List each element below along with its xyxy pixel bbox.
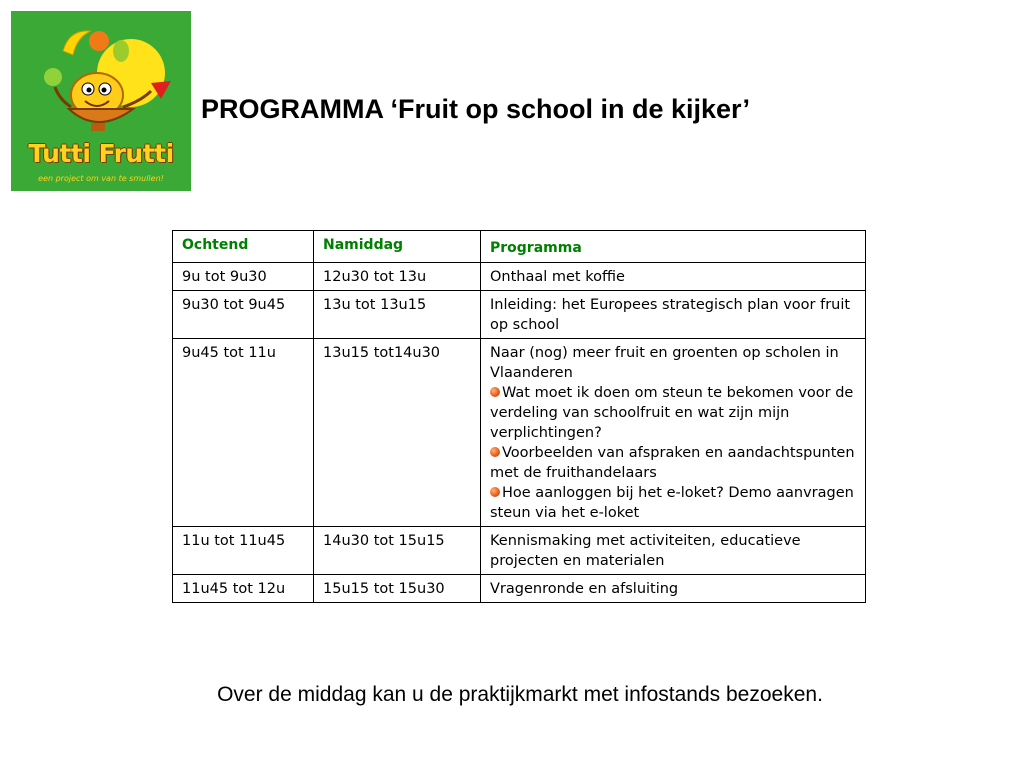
bullet-item bbox=[490, 443, 856, 483]
program-table bbox=[172, 230, 866, 603]
programma-cell: Kennismaking met activiteiten, educatieve projecten en materialen bbox=[481, 527, 866, 575]
bullet-item bbox=[490, 383, 856, 443]
page-title: PROGRAMMA ‘Fruit op school in de kijker’ bbox=[201, 94, 751, 124]
ochtend-cell: 11u45 tot 12u bbox=[173, 575, 314, 603]
ochtend-cell: 9u45 tot 11u bbox=[173, 339, 314, 527]
namiddag-cell: 13u tot 13u15 bbox=[314, 291, 481, 339]
programma-text: Naar (nog) meer fruit en groenten op scholen in Vlaanderen bbox=[490, 345, 839, 381]
table-row bbox=[173, 339, 866, 527]
table-row bbox=[173, 575, 866, 603]
bullet-text: Wat moet ik doen om steun te bekomen voor de verdeling van schoolfruit en wat zijn mijn verplichtingen? bbox=[490, 385, 854, 441]
orange-bullet-icon bbox=[490, 387, 500, 397]
orange-bullet-icon bbox=[490, 447, 500, 457]
table-row bbox=[173, 291, 866, 339]
ochtend-cell: 11u tot 11u45 bbox=[173, 527, 314, 575]
bullet-text: Hoe aanloggen bij het e-loket? Demo aanvragen steun via het e-loket bbox=[490, 485, 854, 521]
namiddag-cell: 14u30 tot 15u15 bbox=[314, 527, 481, 575]
logo-name: Tutti Frutti bbox=[28, 139, 174, 168]
programma-cell bbox=[481, 339, 866, 527]
bullet-text: Voorbeelden van afspraken en aandachtspunten met de fruithandelaars bbox=[490, 445, 855, 481]
programma-cell: Inleiding: het Europees strategisch plan voor fruit op school bbox=[481, 291, 866, 339]
ochtend-cell: 9u30 tot 9u45 bbox=[173, 291, 314, 339]
footer-note: Over de middag kan u de praktijkmarkt met infostands bezoeken. bbox=[217, 683, 823, 706]
bullet-item bbox=[490, 483, 856, 523]
table-header-row bbox=[173, 231, 866, 263]
header-namiddag: Namiddag bbox=[314, 231, 481, 263]
orange-bullet-icon bbox=[490, 487, 500, 497]
logo-tagline: een project om van te smullen! bbox=[38, 174, 164, 183]
table-row bbox=[173, 527, 866, 575]
namiddag-cell: 12u30 tot 13u bbox=[314, 263, 481, 291]
header-ochtend: Ochtend bbox=[173, 231, 314, 263]
tutti-frutti-logo bbox=[11, 11, 191, 191]
namiddag-cell: 15u15 tot 15u30 bbox=[314, 575, 481, 603]
namiddag-cell: 13u15 tot14u30 bbox=[314, 339, 481, 527]
ochtend-cell: 9u tot 9u30 bbox=[173, 263, 314, 291]
programma-cell: Onthaal met koffie bbox=[481, 263, 866, 291]
table-row bbox=[173, 263, 866, 291]
header-programma: Programma bbox=[481, 231, 866, 263]
programma-cell: Vragenronde en afsluiting bbox=[481, 575, 866, 603]
